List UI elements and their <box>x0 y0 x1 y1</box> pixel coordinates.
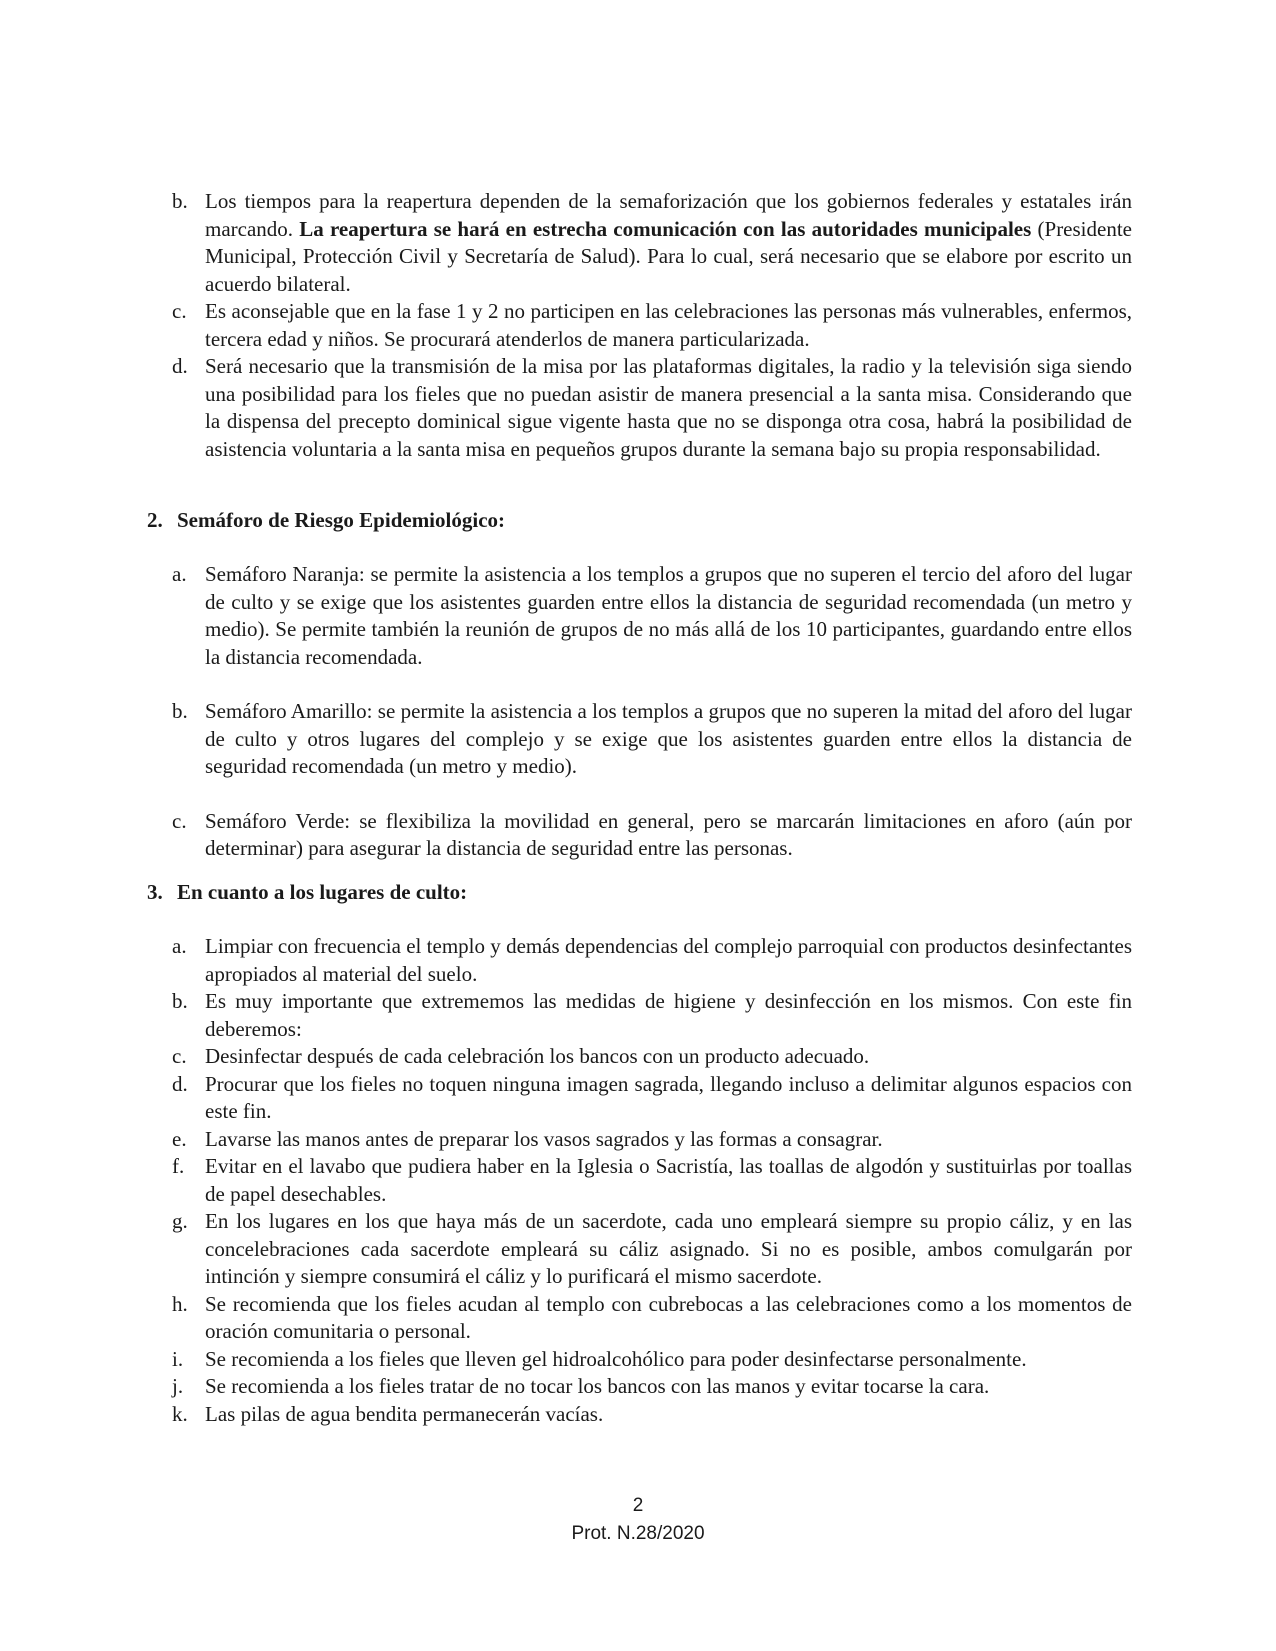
section-heading <box>147 879 467 907</box>
item-text: Semáforo Amarillo: se permite la asistencia a los templos a grupos que no superen la mitad del aforo del lugar de culto y otros lugares del complejo y se exige que los asistentes guarden entre ellos la distancia de seguridad recomendada (un metro y medio). <box>205 699 1132 778</box>
list-marker: h. <box>172 1291 188 1316</box>
list-item <box>172 1153 1132 1208</box>
section2-list <box>172 561 1132 863</box>
item-text: En los lugares en los que haya más de un sacerdote, cada uno empleará siempre su propio cáliz, y en las concelebraciones cada sacerdote empleará su cáliz asignado. Si no es posible, ambos comulgarán por intinción y siempre consumirá el cáliz y lo purificará el mismo sacerdote. <box>205 1209 1132 1288</box>
list-marker: b. <box>172 989 188 1013</box>
item-text: Semáforo Naranja: se permite la asistencia a los templos a grupos que no superen el tercio del aforo del lugar de culto y se exige que los asistentes guarden entre ellos la distancia de seguridad recomendada (un metro y medio). Se permite también la reunión de grupos de no más allá de los 10 participantes, guardando entre ellos la distancia recomendada. <box>205 562 1132 669</box>
list-item <box>172 1043 1132 1071</box>
list-item <box>172 561 1132 671</box>
item-text: Es aconsejable que en la fase 1 y 2 no participen en las celebraciones las personas más vulnerables, enfermos, tercera edad y niños. Se procurará atenderlos de manera particularizada. <box>205 299 1132 351</box>
item-text: Las pilas de agua bendita permanecerán vacías. <box>205 1401 604 1426</box>
section-number: 3. <box>147 880 163 904</box>
section-title: Semáforo de Riesgo Epidemiológico: <box>177 508 506 532</box>
section-title: En cuanto a los lugares de culto: <box>177 880 468 904</box>
list-marker: f. <box>172 1154 185 1178</box>
section-heading <box>147 507 505 535</box>
item-text: Es muy importante que extrememos las medidas de higiene y desinfección en los mismos. Con este fin deberemos: <box>205 989 1132 1041</box>
item-text: Procurar que los fieles no toquen ninguna imagen sagrada, llegando incluso a delimitar algunos espacios con este fin. <box>205 1071 1132 1123</box>
list-item <box>172 1291 1132 1346</box>
list-marker: b. <box>172 699 188 723</box>
list-item <box>172 353 1132 463</box>
item-bold-text: La reapertura se hará en estrecha comunicación con las autoridades municipales <box>299 216 1032 241</box>
list-marker: c. <box>172 299 187 323</box>
list-item <box>172 988 1132 1043</box>
list-item <box>172 1346 1132 1374</box>
list-marker: c. <box>172 1044 187 1068</box>
list-marker: d. <box>172 1071 188 1096</box>
section3-list <box>172 933 1132 1428</box>
section-number: 2. <box>147 508 163 532</box>
item-text: Se recomienda a los fieles tratar de no tocar los bancos con las manos y evitar tocarse la cara. <box>205 1374 990 1398</box>
item-text: Los tiempos para la reapertura dependen de la semaforización que los gobiernos federales y estatales irán marcando. <box>205 189 1132 241</box>
list-item <box>172 1373 1132 1401</box>
list-marker: a. <box>172 562 187 586</box>
item-text: Desinfectar después de cada celebración los bancos con un producto adecuado. <box>205 1044 870 1068</box>
list-item <box>172 1208 1132 1291</box>
list-item <box>172 1401 1132 1429</box>
list-marker: j. <box>172 1374 184 1398</box>
list-item <box>172 698 1132 781</box>
list-marker: i. <box>172 1346 184 1371</box>
item-text: Evitar en el lavabo que pudiera haber en la Iglesia o Sacristía, las toallas de algodón y sustituirlas por toallas de papel desechables. <box>205 1154 1132 1206</box>
list-item <box>172 298 1132 353</box>
item-text: Limpiar con frecuencia el templo y demás dependencias del complejo parroquial con productos desinfectantes apropiados al material del suelo. <box>205 934 1132 986</box>
page-number: 2 <box>632 1495 644 1516</box>
list-item <box>172 1126 1132 1154</box>
list-marker: e. <box>172 1126 187 1151</box>
list-marker: b. <box>172 189 188 213</box>
list-marker: k. <box>172 1401 188 1426</box>
list-item <box>172 808 1132 863</box>
list-marker: a. <box>172 934 187 958</box>
list-item <box>172 1071 1132 1126</box>
item-text: Lavarse las manos antes de preparar los vasos sagrados y las formas a consagrar. <box>205 1126 883 1151</box>
item-text: Semáforo Verde: se flexibiliza la movilidad en general, pero se marcarán limitaciones en aforo (aún por determinar) para asegurar la distancia de seguridad entre las personas. <box>205 808 1132 860</box>
list-item <box>172 188 1132 298</box>
list-marker: c. <box>172 808 187 833</box>
list-marker: d. <box>172 354 188 378</box>
list-marker: g. <box>172 1209 188 1233</box>
item-text: Se recomienda a los fieles que lleven gel hidroalcohólico para poder desinfectarse personalmente. <box>205 1346 1027 1371</box>
item-text: Será necesario que la transmisión de la misa por las plataformas digitales, la radio y la televisión siga siendo una posibilidad para los fieles que no puedan asistir de manera presencial a la santa misa. Considerando que la dispensa del precepto dominical sigue vigente hasta que no se disponga otra cosa, habrá la posibilidad de asistencia voluntaria a la santa misa en pequeños grupos durante la semana bajo su propia responsabilidad. <box>205 354 1132 461</box>
item-text: (Presidente Municipal, Protección Civil y Secretaría de Salud). Para lo cual, será necesario que se elabore por escrito un acuerdo bilateral. <box>205 216 1132 296</box>
protocol-number: Prot. N.28/2020 <box>571 1523 705 1544</box>
section1-list <box>172 188 1132 463</box>
item-text: Se recomienda que los fieles acudan al templo con cubrebocas a las celebraciones como a los momentos de oración comunitaria o personal. <box>205 1291 1132 1343</box>
list-item <box>172 933 1132 988</box>
